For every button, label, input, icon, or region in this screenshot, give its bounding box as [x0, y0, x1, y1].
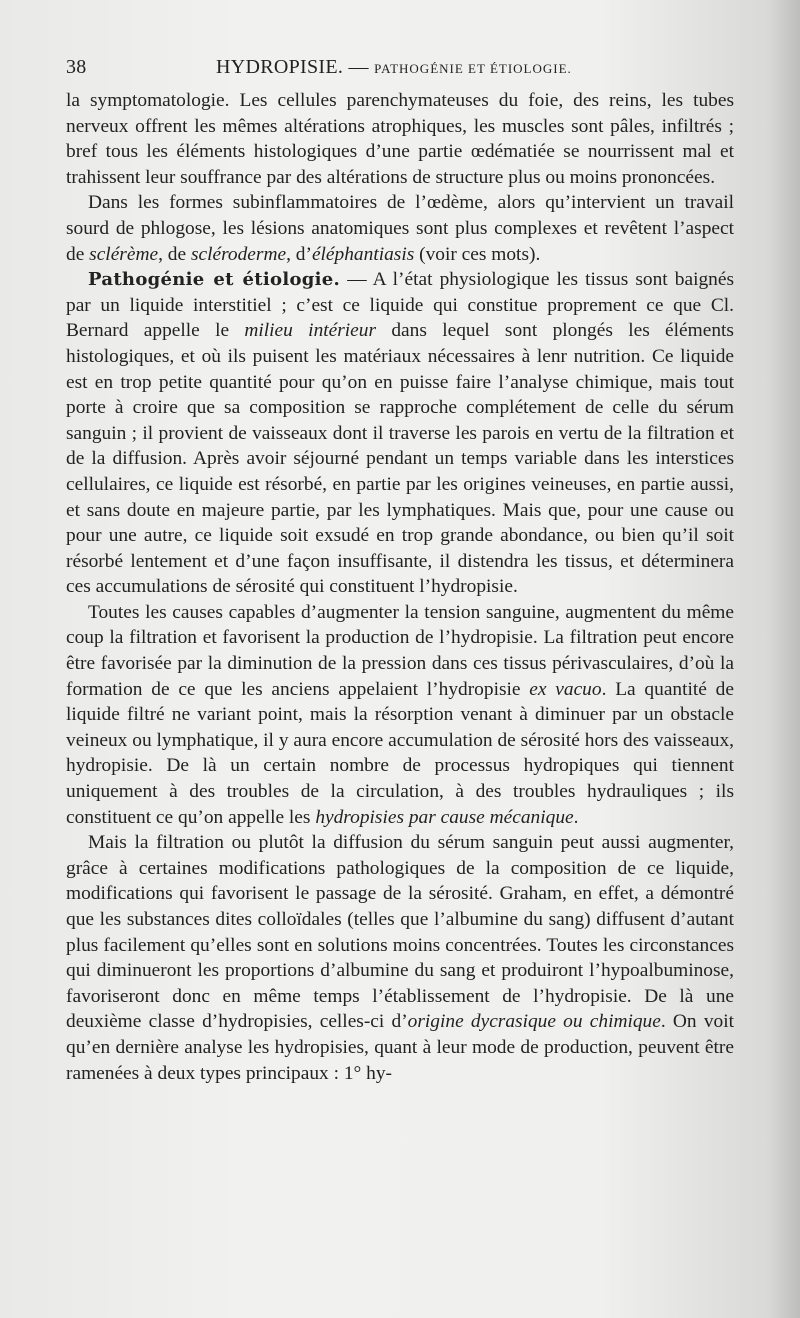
p5-text-a: Mais la filtration ou plutôt la diffusion du sérum sanguin peut aussi augmenter, grâce à certaines modifications pathologiques de la composition de ce liquide, modifications qui favorisent le passage de la sérosité. Graham, en effet, a démontré que les substances dites colloïdales (telles que l’albumine du sang) diffusent d’autant plus facilement qu’elles sont en solutions moins concentrées. Toutes les circonstances qui diminueront les proportions d’albumine du sang et produiront l’hypoalbuminose, favoriseront donc en même temps l’établissement de l’hydropisie. De là une deuxième classe d’hydropisies, celles-ci d’: [66, 832, 734, 1033]
p2-text-d: (voir ces mots).: [414, 243, 541, 265]
running-header: [66, 56, 734, 84]
p3-text-a: — A l’état physiologique les tissus sont baignés par un liquide interstitiel ; c’est ce liquide qui constitue proprement ce que Cl. Bernard appelle le: [66, 269, 734, 342]
p2-italic-scleroderme: scléroderme: [190, 243, 287, 265]
body-text: [66, 88, 734, 1086]
paragraph-1-text: la symptomatologie. Les cellules parenchymateuses du foie, des reins, les tubes nerveux offrent les mêmes altérations atrophiques, les muscles sont pâles, infiltrés ; bref tous les éléments histologiques d’une partie œdématiée se nourrissent mal et trahissent leur souffrance par des altérations de structure plus ou moins prononcées.: [66, 90, 734, 188]
p5-text-b: . On voit qu’en dernière analyse les hydropisies, quant à leur mode de production, peuvent être ramenées à deux types principaux : 1° hy-: [66, 1011, 734, 1084]
running-title-main: HYDROPISIE.: [216, 56, 344, 78]
paragraph-5: [66, 830, 734, 1086]
paragraph-4: [66, 600, 734, 830]
p5-italic-origine: origine dycrasique ou chimique: [407, 1011, 661, 1033]
p2-italic-elephantiasis: éléphantiasis: [311, 243, 415, 265]
p3-italic-milieu: milieu intérieur: [244, 320, 377, 342]
p2-italic-scleremes: sclérème: [89, 243, 159, 265]
section-heading: Pathogénie et étiologie.: [88, 269, 341, 291]
p2-text-b: , de: [158, 243, 191, 265]
p4-text-c: .: [573, 806, 579, 828]
paragraph-3: [66, 267, 734, 600]
running-title: [216, 56, 572, 79]
paragraph-1: [66, 88, 734, 190]
p4-italic-ex-vacuo: ex vacuo: [529, 678, 602, 700]
p4-text-b: . La quantité de liquide filtré ne variant point, mais la résorption venant à diminuer par un obstacle veineux ou lymphatique, il y aura encore accumulation de sérosité hors des vaisseaux, hydropisie. De là un certain nombre de processus hydropiques qui tiennent uniquement à des troubles de la circulation, à des troubles hydrauliques ; ils constituent ce qu’on appelle les: [66, 678, 734, 828]
running-title-sub: PATHOGÉNIE ET ÉTIOLOGIE.: [374, 61, 572, 76]
p3-text-b: dans lequel sont plongés les éléments histologiques, et où ils puisent les matériaux nécessaires à lenr nutrition. Ce liquide est en trop petite quantité pour qu’on en puisse faire l’analyse chimique, mais tout porte à croire que sa composition se rapproche complétement de celle du sérum sanguin ; il provient de vaisseaux dont il traverse les parois en vertu de la filtration et de la diffusion. Après avoir séjourné pendant un temps variable dans les interstices cellulaires, ce liquide est résorbé, en partie par les origines veineuses, en partie aussi, et sans doute en majeure partie, par les lymphatiques. Mais que, pour une cause ou pour une autre, ce liquide soit exsudé en trop grande abondance, ou bien qu’il soit résorbé lentement et d’une façon insuffisante, il distendra les tissus, et déterminera ces accumulations de sérosité qui constituent l’hydropisie.: [66, 320, 734, 598]
paragraph-2: [66, 190, 734, 267]
p4-text-a: Toutes les causes capables d’augmenter la tension sanguine, augmentent du même coup la filtration et favorisent la production de l’hydropisie. La filtration peut encore être favorisée par la diminution de la pression dans ces tissus périvasculaires, d’où la formation de ce que les anciens appelaient l’hydropisie: [66, 601, 734, 700]
p4-italic-hydropisies: hydropisies par cause mécanique: [315, 806, 574, 828]
page-number: 38: [66, 56, 87, 78]
p2-text-c: , d’: [286, 243, 312, 265]
running-title-dash: —: [343, 56, 375, 78]
p2-text-a: Dans les formes subinflammatoires de l’œdème, alors qu’intervient un travail sourd de phlogose, les lésions anatomiques sont plus complexes et revêtent l’aspect de: [66, 192, 734, 265]
